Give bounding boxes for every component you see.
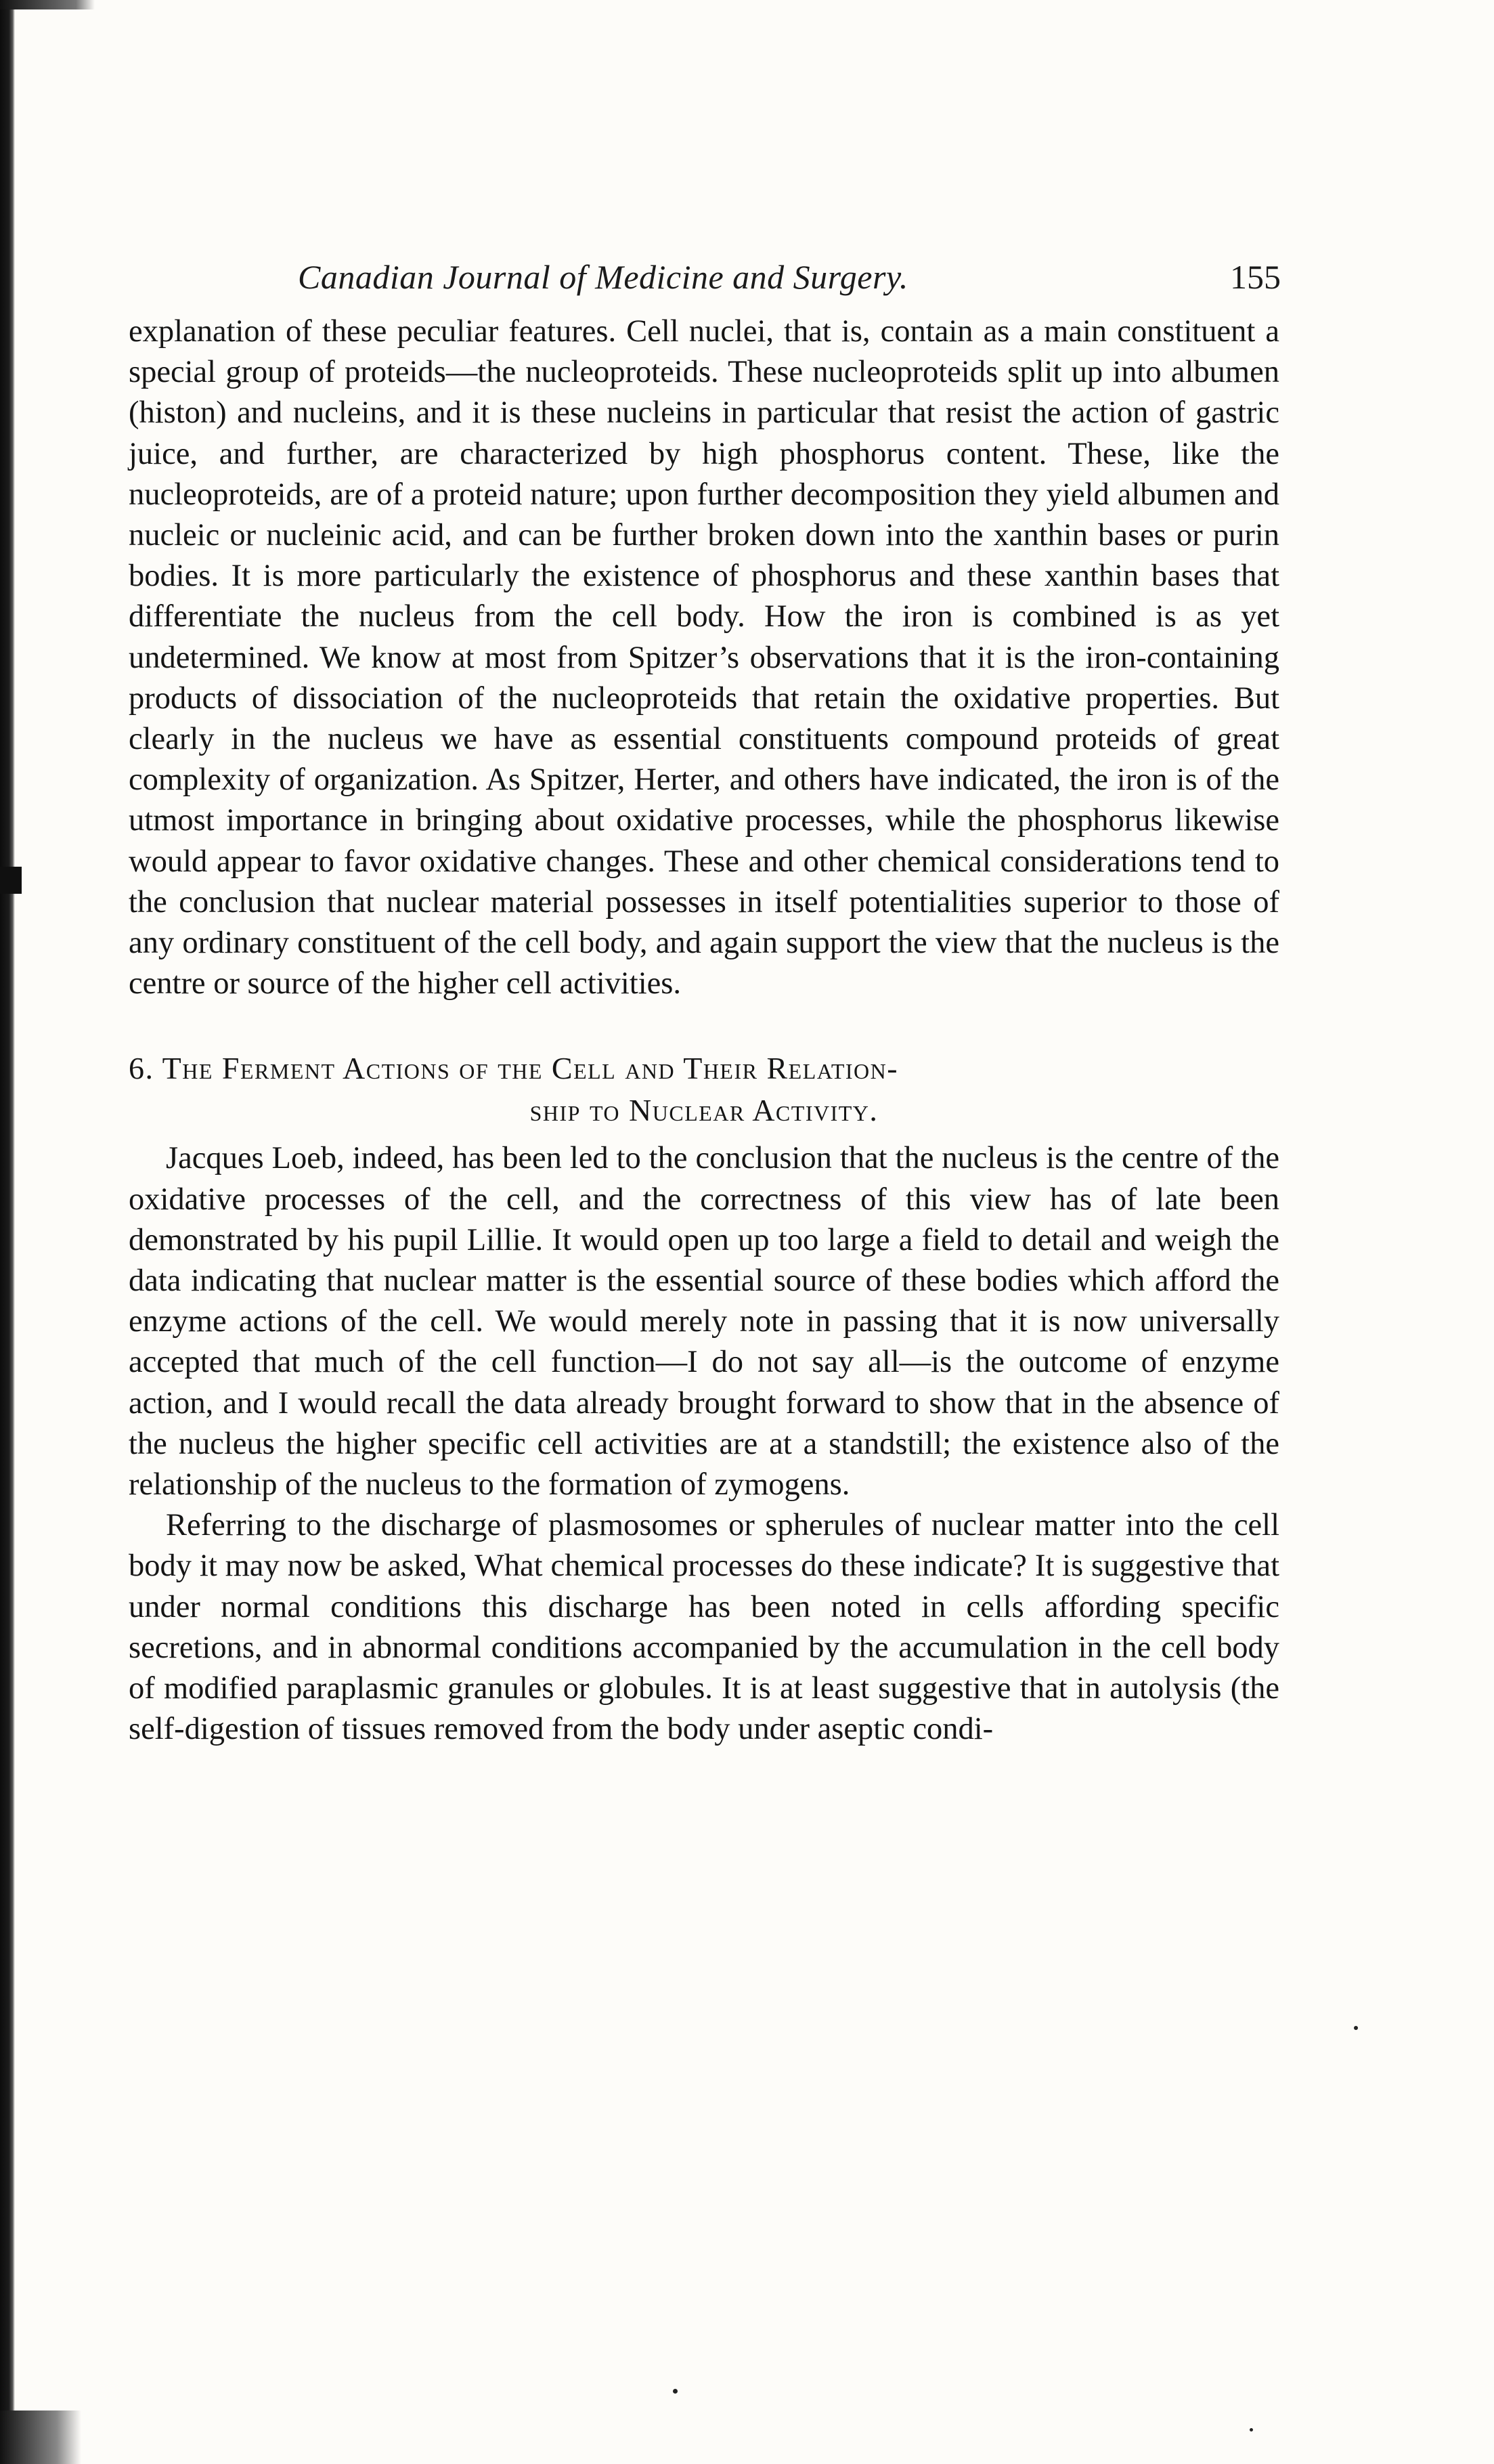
binding-notch-mid (0, 867, 22, 894)
section-heading-line-2: ship to Nuclear Activity. (529, 1093, 879, 1128)
scan-speck (1250, 2428, 1253, 2431)
binding-notch-top (0, 0, 95, 9)
binding-notch-low (0, 2411, 81, 2464)
page-binding-edge (0, 0, 15, 2464)
book-page (129, 257, 1279, 1750)
section-heading (129, 1047, 1279, 1131)
scan-speck (673, 2389, 678, 2394)
paragraph-loeb: Jacques Loeb, indeed, has been led to the conclusion that the nucleus is the centre of the oxidative processes of the cell, and the correctness of this view has of late been demonstrated by his pupil Lillie. It would open up too large a field to detail and weigh the data indicating that nuclear matter is the essential source of these bodies which afford the enzyme actions of the cell. We would merely note in passing that it is now universally accepted that much of the cell function—I do not say all—is the outcome of enzyme action, and I would recall the data already brought forward to show that in the absence of the nucleus the higher specific cell activities are at a standstill; the existence also of the relationship of the nucleus to the formation of zymogens. (129, 1141, 1279, 1503)
body-text (129, 311, 1279, 1750)
section-heading-line-1: 6. The Ferment Actions of the Cell and Their Relation- (129, 1051, 899, 1086)
page-number: 155 (1230, 258, 1281, 296)
journal-title: Canadian Journal of Medicine and Surgery. (298, 258, 908, 296)
running-head (129, 257, 1279, 311)
paragraph-continuation: explanation of these peculiar features. Cell nuclei, that is, contain as a main constituent a special group of proteids—the nucleoproteids. These nucleoproteids split up into albumen (histon) and nucleins, and it is these nucleins in particular that resist the action of gastric juice, and further, are characterized by high phosphorus content. These, like the nucleoproteids, are of a proteid nature; upon further decomposition they yield albumen and nucleic or nucleinic acid, and can be further broken down into the xanthin bases or purin bodies. It is more particularly the existence of phosphorus and these xanthin bases that differentiate the nucleus from the cell body. How the iron is combined is as yet undetermined. We know at most from Spitzer’s observations that it is the iron-containing products of dissociation of the nucleoproteids that retain the oxidative properties. But clearly in the nucleus we have as essential constituents compound proteids of great complexity of organization. As Spitzer, Herter, and others have indicated, the iron is of the utmost importance in bringing about oxidative processes, while the phosphorus likewise would appear to favor oxidative changes. These and other chemical considerations tend to the conclusion that nuclear material possesses in itself potentialities superior to those of any ordinary constituent of the cell body, and again support the view that the nucleus is the centre or source of the higher cell activities. (129, 314, 1279, 1001)
paragraph-plasmosomes: Referring to the discharge of plasmosomes or spherules of nuclear matter into the cell body it may now be asked, What chemical processes do these indicate? It is suggestive that under normal conditions this discharge has been noted in cells affording specific secretions, and in abnormal conditions accompanied by the accumulation in the cell body of modified paraplasmic granules or globules. It is at least suggestive that in autolysis (the self-digestion of tissues removed from the body under aseptic condi- (129, 1508, 1279, 1747)
scan-speck (1354, 2026, 1358, 2030)
